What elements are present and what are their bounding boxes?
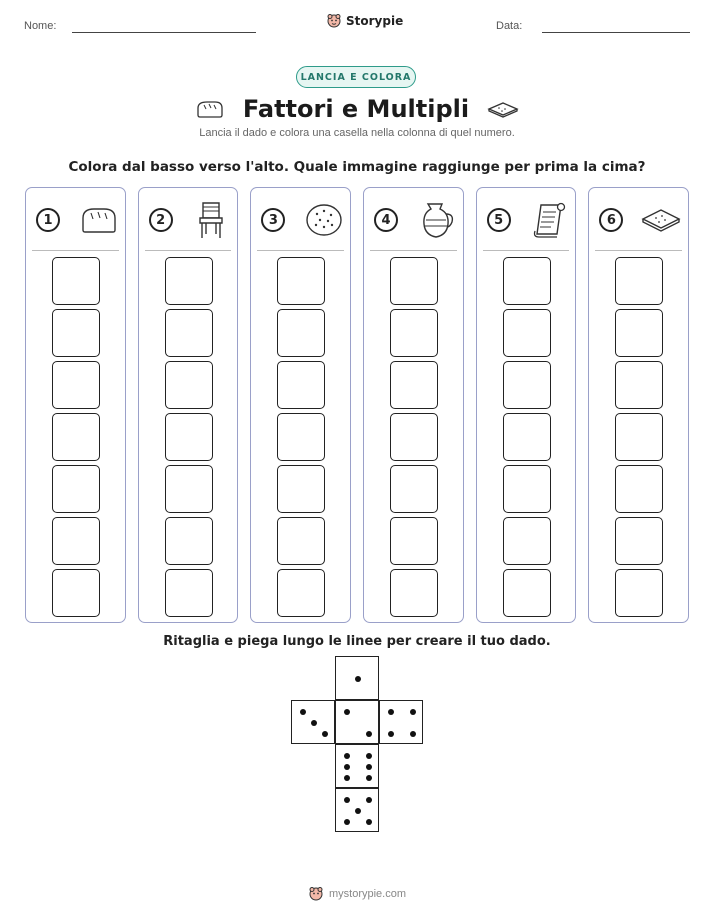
- die-face-5[interactable]: [335, 788, 379, 832]
- name-line[interactable]: [72, 32, 256, 33]
- color-box[interactable]: [503, 413, 551, 461]
- die-face-6[interactable]: [335, 744, 379, 788]
- color-box[interactable]: [165, 569, 213, 617]
- color-box[interactable]: [503, 465, 551, 513]
- color-box[interactable]: [390, 309, 438, 357]
- brand-logo: [326, 13, 403, 29]
- color-box[interactable]: [52, 569, 100, 617]
- color-box[interactable]: [503, 257, 551, 305]
- color-box[interactable]: [165, 361, 213, 409]
- column-number: 2: [149, 208, 173, 232]
- bread-loaf-icon: [79, 204, 119, 236]
- color-box[interactable]: [52, 465, 100, 513]
- die-face-1[interactable]: [335, 656, 379, 700]
- color-box[interactable]: [615, 569, 663, 617]
- footer: [0, 886, 714, 902]
- color-box[interactable]: [503, 517, 551, 565]
- color-box[interactable]: [165, 309, 213, 357]
- die-face-4[interactable]: [379, 700, 423, 744]
- color-box[interactable]: [390, 361, 438, 409]
- color-box[interactable]: [277, 413, 325, 461]
- name-label: Nome:: [24, 20, 57, 32]
- title-row: [0, 92, 714, 126]
- color-box[interactable]: [165, 413, 213, 461]
- flatbread-icon: [487, 100, 519, 118]
- color-box[interactable]: [52, 517, 100, 565]
- storypie-mascot-icon: [308, 886, 324, 902]
- brand-name: Storypie: [346, 14, 404, 28]
- color-box[interactable]: [390, 413, 438, 461]
- page-subtitle: Lancia il dado e colora una casella nella colonna di quel numero.: [199, 127, 515, 139]
- color-box[interactable]: [615, 517, 663, 565]
- bread-icon: [195, 99, 225, 119]
- activity-badge: LANCIA E COLORA: [296, 66, 416, 88]
- color-box[interactable]: [503, 569, 551, 617]
- chair-icon: [191, 200, 231, 240]
- date-label: Data:: [496, 20, 523, 32]
- color-box[interactable]: [52, 361, 100, 409]
- storypie-mascot-icon: [326, 13, 342, 29]
- color-box[interactable]: [390, 465, 438, 513]
- column-4: [363, 187, 464, 623]
- color-box[interactable]: [615, 413, 663, 461]
- question-text: Colora dal basso verso l'alto. Quale immagine raggiunge per prima la cima?: [68, 159, 646, 175]
- color-box[interactable]: [277, 465, 325, 513]
- date-line[interactable]: [542, 32, 690, 33]
- column-number: 3: [261, 208, 285, 232]
- color-box[interactable]: [52, 413, 100, 461]
- flatbread-icon: [640, 205, 682, 235]
- dice-columns: [25, 187, 689, 623]
- color-box[interactable]: [615, 465, 663, 513]
- color-box[interactable]: [277, 569, 325, 617]
- color-box[interactable]: [390, 257, 438, 305]
- color-box[interactable]: [615, 309, 663, 357]
- scroll-icon: [529, 200, 569, 240]
- column-number: 4: [374, 208, 398, 232]
- column-number: 1: [36, 208, 60, 232]
- column-number: 6: [599, 208, 623, 232]
- color-box[interactable]: [52, 257, 100, 305]
- color-box[interactable]: [52, 309, 100, 357]
- column-1: [25, 187, 126, 623]
- color-box[interactable]: [503, 361, 551, 409]
- column-5: [476, 187, 577, 623]
- color-box[interactable]: [165, 517, 213, 565]
- color-box[interactable]: [165, 465, 213, 513]
- color-box[interactable]: [277, 517, 325, 565]
- color-box[interactable]: [277, 309, 325, 357]
- color-box[interactable]: [165, 257, 213, 305]
- die-face-3[interactable]: [291, 700, 335, 744]
- color-box[interactable]: [277, 257, 325, 305]
- column-3: [250, 187, 351, 623]
- footer-url[interactable]: mystorypie.com: [328, 888, 407, 900]
- page-title: Fattori e Multipli: [242, 95, 470, 123]
- jug-icon: [417, 200, 457, 240]
- cookie-icon: [304, 202, 344, 238]
- color-box[interactable]: [390, 517, 438, 565]
- column-2: [138, 187, 239, 623]
- die-instruction: Ritaglia e piega lungo le linee per creare il tuo dado.: [163, 634, 551, 649]
- color-box[interactable]: [615, 361, 663, 409]
- color-box[interactable]: [615, 257, 663, 305]
- color-box[interactable]: [277, 361, 325, 409]
- color-box[interactable]: [390, 569, 438, 617]
- column-6: [588, 187, 689, 623]
- die-face-2[interactable]: [335, 700, 379, 744]
- color-box[interactable]: [503, 309, 551, 357]
- column-number: 5: [487, 208, 511, 232]
